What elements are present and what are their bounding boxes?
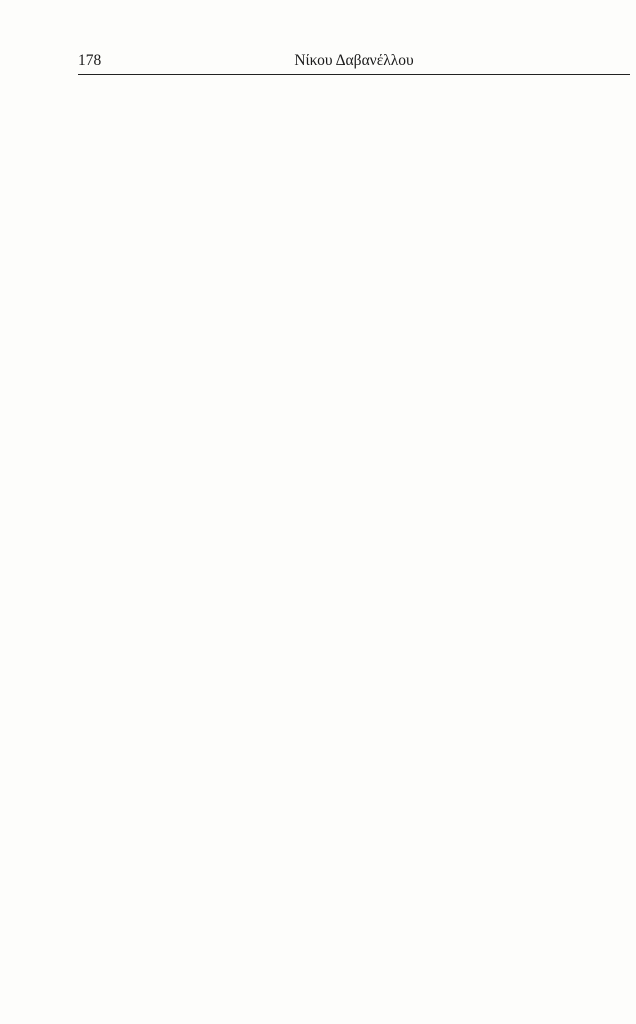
page-number: 178 — [78, 52, 102, 69]
running-head-author: Νίκου Δαβανέλλου — [294, 52, 414, 69]
running-header — [78, 48, 630, 75]
